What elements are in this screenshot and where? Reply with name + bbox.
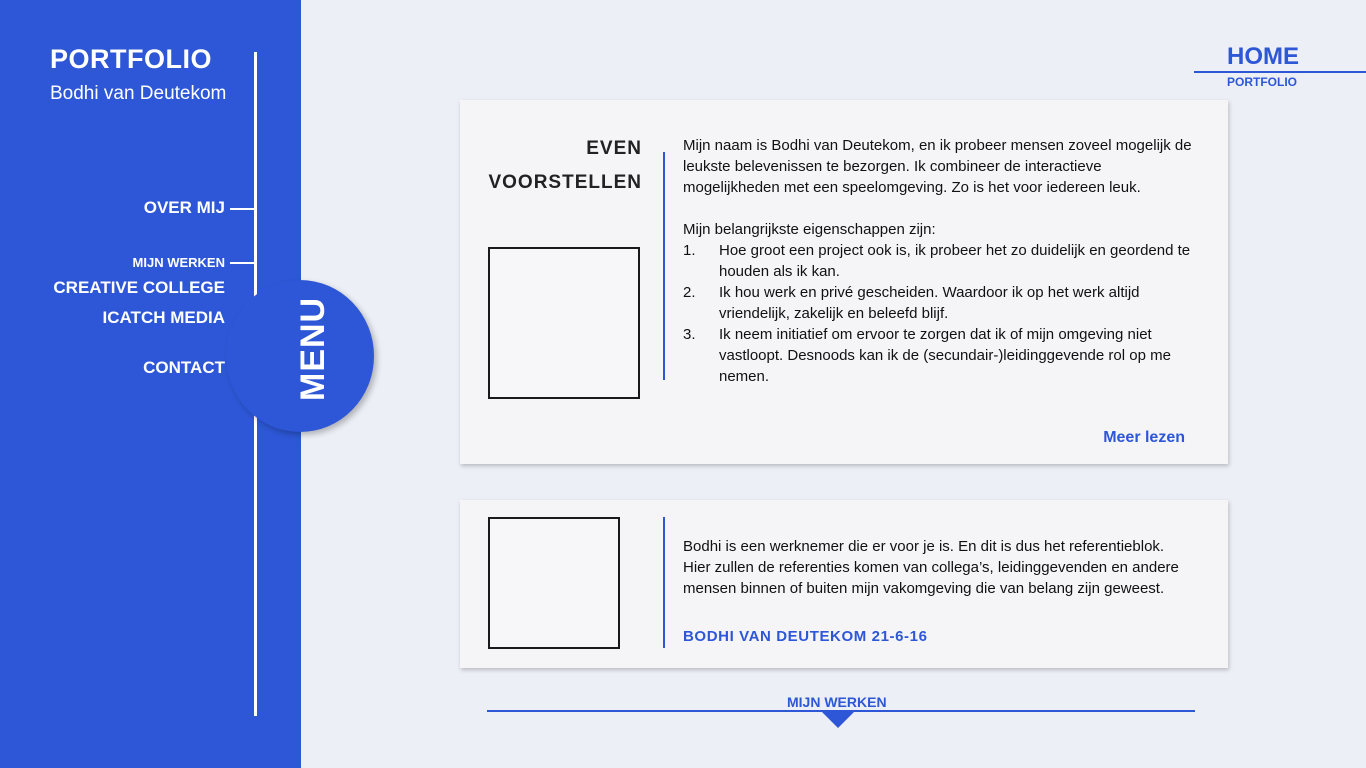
intro-card	[460, 100, 1228, 464]
reference-text: Bodhi is een werknemer die er voor je is. En dit is dus het referentieblok. Hier zullen de referenties komen van collega’s, leidinggevenden en andere mensen binnen of buiten mijn vakomgeving die van belang zijn geweest.	[683, 538, 1179, 597]
nav-mijn-werken[interactable]: MIJN WERKEN	[132, 255, 225, 270]
intro-heading-line1: EVEN	[586, 138, 642, 159]
owner-name: Bodhi van Deutekom	[50, 83, 227, 104]
bottom-nav-label[interactable]: MIJN WERKEN	[787, 694, 887, 710]
intro-divider	[663, 152, 665, 380]
nav-over-mij[interactable]: OVER MIJ	[143, 198, 225, 217]
intro-heading	[488, 132, 642, 200]
qualities-intro: Mijn belangrijkste eigenschappen zijn:	[683, 221, 936, 238]
intro-paragraph: Mijn naam is Bodhi van Deutekom, en ik probeer mensen zoveel mogelijk de leukste belevenissen te bezorgen. Ik combineer de interactieve mogelijkheden met een speelomgeving. Zo is het voor iedereen leuk.	[683, 137, 1192, 196]
intro-text	[683, 135, 1198, 387]
reference-card	[460, 500, 1228, 668]
nav-tick-mijn-werken	[230, 262, 254, 264]
list-item: 1. Hoe groot een project ook is, ik probeer het zo duidelijk en geordend te houden als ik kan.	[683, 242, 1191, 280]
nav-contact[interactable]: CONTACT	[143, 358, 225, 377]
top-nav-portfolio[interactable]: PORTFOLIO	[1227, 75, 1297, 89]
arrow-down-icon[interactable]	[822, 712, 854, 728]
nav-icatch-media[interactable]: ICATCH MEDIA	[102, 308, 225, 327]
nav-tick-over-mij	[230, 208, 254, 210]
reference-divider	[663, 517, 665, 648]
reference-photo-placeholder	[488, 517, 620, 649]
reference-signature: BODHI VAN DEUTEKOM 21-6-16	[683, 628, 928, 645]
top-nav-home[interactable]: HOME	[1227, 43, 1299, 70]
menu-label[interactable]: MENU	[294, 296, 332, 401]
meer-lezen-link[interactable]: Meer lezen	[1103, 429, 1185, 446]
nav-creative-college[interactable]: CREATIVE COLLEGE	[53, 278, 225, 297]
top-nav-underline	[1194, 71, 1366, 73]
list-item: 3. Ik neem initiatief om ervoor te zorgen dat ik of mijn omgeving niet vastloopt. Desnoods kan ik de (secundair-)leidinggevende rol op me nemen.	[683, 326, 1171, 385]
profile-photo-placeholder	[488, 247, 640, 399]
list-item: 2. Ik hou werk en privé gescheiden. Waardoor ik op het werk altijd vriendelijk, zakelijk en beleefd blijf.	[683, 284, 1140, 322]
intro-heading-line2: VOORSTELLEN	[488, 172, 642, 193]
site-title[interactable]: PORTFOLIO	[50, 44, 212, 74]
